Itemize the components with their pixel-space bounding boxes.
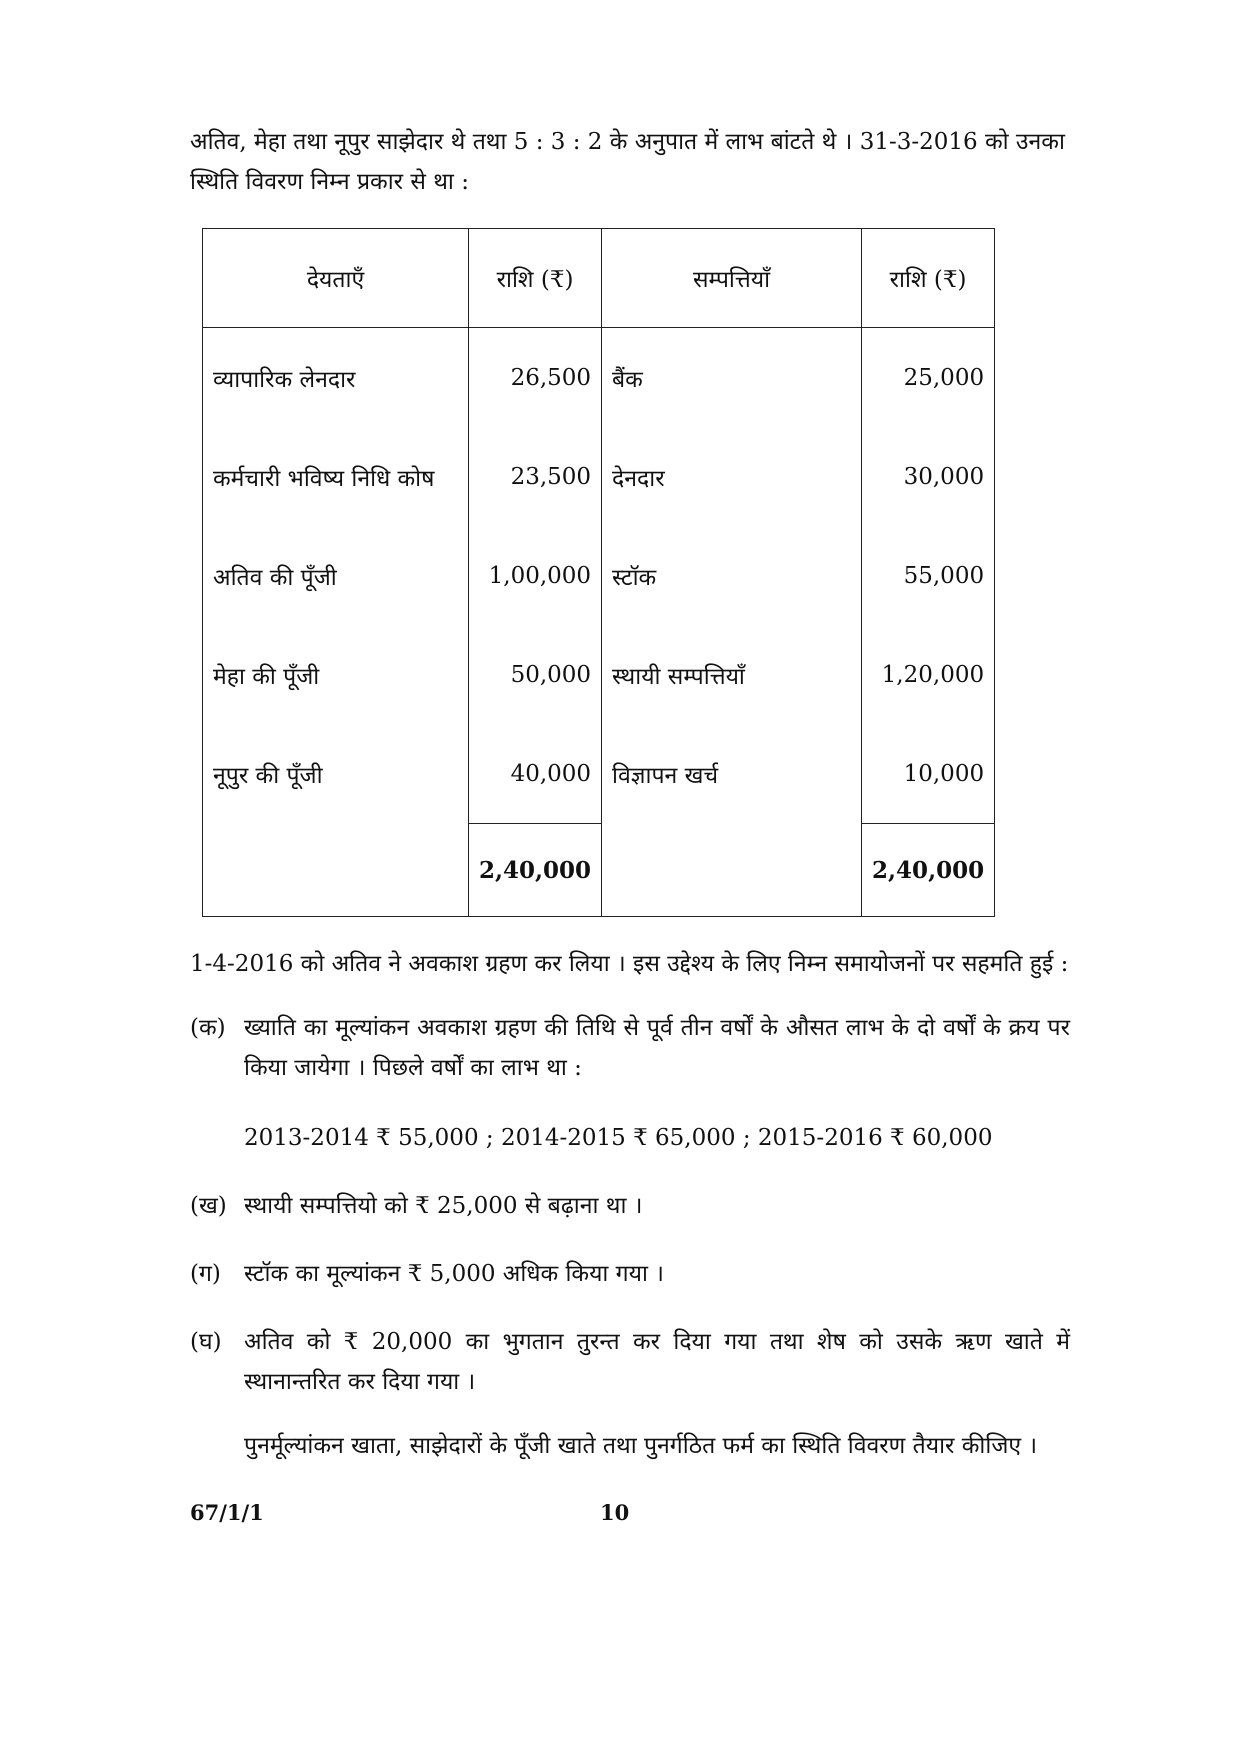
asset-name: देनदार xyxy=(612,465,665,492)
total-liabilities: 2,40,000 xyxy=(469,824,602,917)
asset-amount: 1,20,000 xyxy=(862,625,995,724)
liability-amount: 40,000 xyxy=(469,724,602,824)
adjustment-text: अतिव को ₹ 20,000 का भुगतान तुरन्त कर दिया गया तथा शेष को उसके ऋण खाते में स्थानान्तरित कर दिया गया । xyxy=(244,1329,1070,1395)
asset-name: बैंक xyxy=(612,366,643,393)
asset-name: स्टॉक xyxy=(612,564,657,591)
table-header-row xyxy=(203,229,995,328)
table-row xyxy=(203,625,995,724)
adjustment-item xyxy=(190,1322,1070,1402)
intro-paragraph: अतिव, मेहा तथा नूपुर साझेदार थे तथा 5 : 3 : 2 के अनुपात में लाभ बांटते थे । 31-3-2016 को उनका स्थिति विवरण निम्न प्रकार से था : xyxy=(190,129,1065,195)
adjustment-marker: (घ) xyxy=(190,1329,222,1355)
asset-amount: 30,000 xyxy=(862,427,995,526)
header-liabilities: देयताएँ xyxy=(203,229,469,328)
adjustment-marker: (ग) xyxy=(190,1261,221,1287)
asset-amount: 25,000 xyxy=(862,328,995,428)
asset-name: विज्ञापन खर्च xyxy=(612,762,719,789)
adjustment-text: स्थायी सम्पत्तियो को ₹ 25,000 से बढ़ाना था । xyxy=(244,1193,643,1219)
liability-amount: 26,500 xyxy=(469,328,602,428)
liability-name: नूपुर की पूँजी xyxy=(203,724,469,824)
liability-name: अतिव की पूँजी xyxy=(203,526,469,625)
table-row xyxy=(203,328,995,428)
table-row xyxy=(203,526,995,625)
total-liabilities-spacer xyxy=(203,824,469,917)
asset-amount: 55,000 xyxy=(862,526,995,625)
adjustment-item xyxy=(190,1186,1070,1226)
header-asset-amount: राशि (₹) xyxy=(862,229,995,328)
asset-amount: 10,000 xyxy=(862,724,995,824)
liability-amount: 23,500 xyxy=(469,427,602,526)
asset-name: स्थायी सम्पत्तियाँ xyxy=(612,663,745,690)
adjustment-item xyxy=(190,1008,1070,1088)
retirement-note: 1-4-2016 को अतिव ने अवकाश ग्रहण कर लिया । इस उद्देश्य के लिए निम्न समायोजनों पर सहमति हुई : xyxy=(190,951,1069,977)
profits-line: 2013-2014 ₹ 55,000 ; 2014-2015 ₹ 65,000 ; 2015-2016 ₹ 60,000 xyxy=(244,1125,993,1151)
adjustment-marker: (क) xyxy=(190,1015,226,1041)
balance-sheet-table xyxy=(202,228,995,917)
header-liability-amount: राशि (₹) xyxy=(469,229,602,328)
table-row xyxy=(203,724,995,824)
liability-amount: 50,000 xyxy=(469,625,602,724)
adjustment-item xyxy=(190,1254,1070,1294)
table-row xyxy=(203,427,995,526)
instruction: पुनर्मूल्यांकन खाता, साझेदारों के पूँजी खाते तथा पुनर्गठित फर्म का स्थिति विवरण तैयार कीजिए । xyxy=(244,1433,1038,1459)
paper-code: 67/1/1 xyxy=(190,1500,264,1525)
header-assets: सम्पत्तियाँ xyxy=(602,229,862,328)
liability-name: कर्मचारी भविष्य निधि कोष xyxy=(203,427,469,526)
adjustment-marker: (ख) xyxy=(190,1193,227,1219)
total-assets: 2,40,000 xyxy=(862,824,995,917)
liability-name: व्यापारिक लेनदार xyxy=(203,328,469,428)
total-assets-spacer xyxy=(602,824,862,917)
totals-row xyxy=(203,824,995,917)
liability-amount: 1,00,000 xyxy=(469,526,602,625)
page-number: 10 xyxy=(600,1500,630,1525)
adjustment-text: स्टॉक का मूल्यांकन ₹ 5,000 अधिक किया गया । xyxy=(244,1261,664,1287)
adjustment-text: ख्याति का मूल्यांकन अवकाश ग्रहण की तिथि से पूर्व तीन वर्षों के औसत लाभ के दो वर्षों के क्रय पर किया जायेगा । पिछले वर्षों का लाभ था : xyxy=(244,1015,1070,1081)
liability-name: मेहा की पूँजी xyxy=(203,625,469,724)
